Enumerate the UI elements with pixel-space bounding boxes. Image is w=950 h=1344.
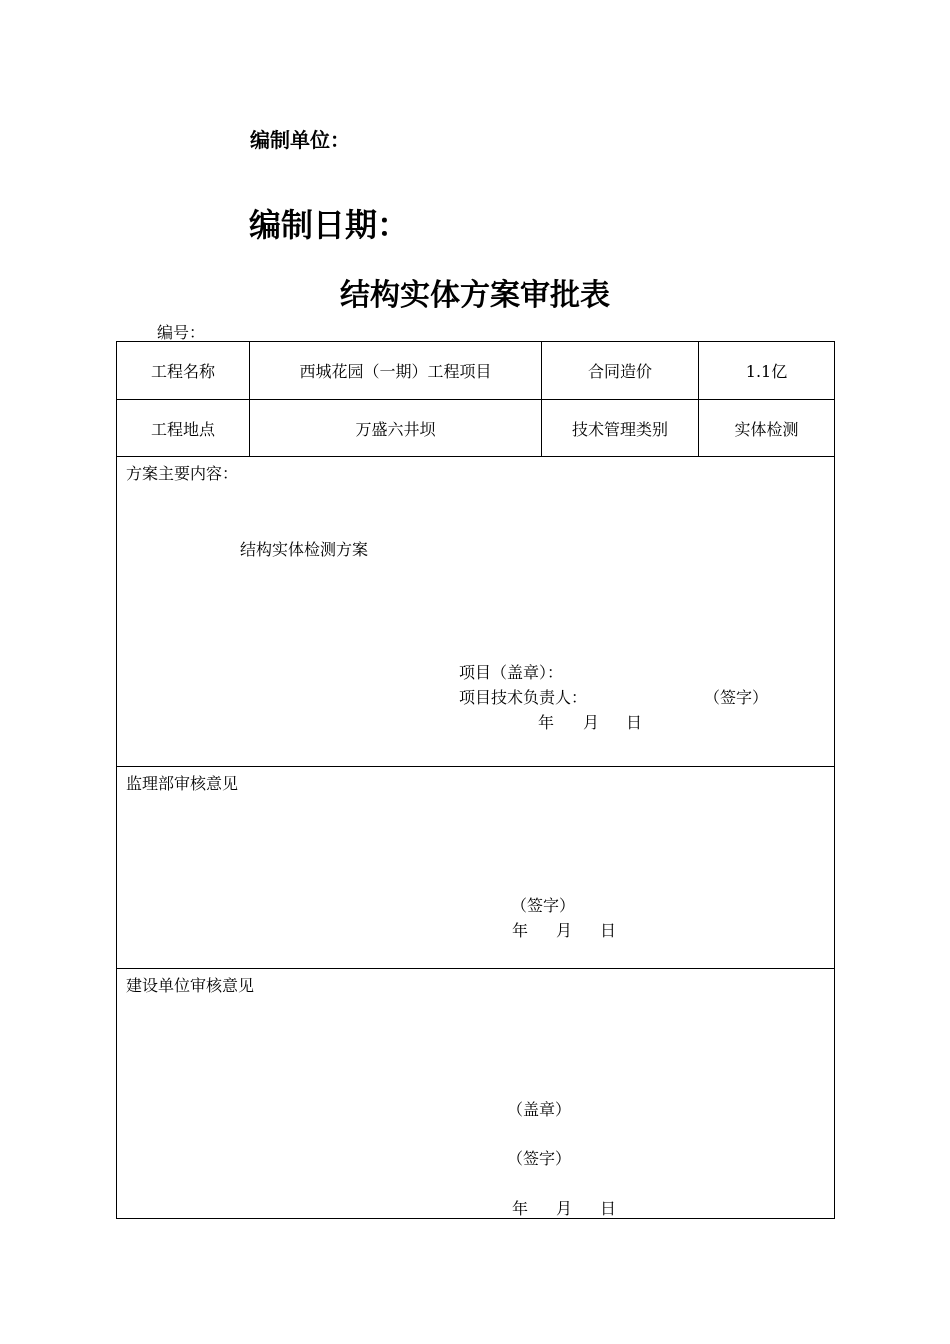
document-number-label: 编号： xyxy=(157,323,206,342)
project-stamp-label: 项目（盖章）： xyxy=(459,663,564,682)
supervision-review-label: 监理部审核意见 xyxy=(126,774,239,793)
contract-price-label: 合同造价 xyxy=(542,342,699,399)
supervision-month-label: 月 xyxy=(556,921,573,940)
supervision-day-label: 日 xyxy=(600,921,617,940)
plan-content-text: 结构实体检测方案 xyxy=(240,540,369,559)
owner-day-label: 日 xyxy=(600,1199,617,1218)
supervision-year-label: 年 xyxy=(512,921,529,940)
project-location-value: 万盛六井坝 xyxy=(250,400,542,456)
plan-month-label: 月 xyxy=(583,713,600,732)
table-row-project-name xyxy=(117,342,834,400)
owner-stamp-label: （盖章） xyxy=(507,1100,572,1119)
plan-content-section xyxy=(117,457,834,767)
plan-content-label: 方案主要内容： xyxy=(126,464,239,483)
plan-day-label: 日 xyxy=(626,713,643,732)
supervision-review-section xyxy=(117,767,834,969)
approval-table xyxy=(116,341,835,1219)
plan-year-label: 年 xyxy=(538,713,555,732)
tech-lead-sign-label: （签字） xyxy=(704,688,769,707)
page-title: 结构实体方案审批表 xyxy=(340,278,610,313)
table-row-project-location xyxy=(117,400,834,457)
owner-review-label: 建设单位审核意见 xyxy=(126,976,255,995)
tech-category-value: 实体检测 xyxy=(734,419,799,439)
owner-sign-label: （签字） xyxy=(507,1149,572,1168)
tech-category-label: 技术管理类别 xyxy=(542,400,699,456)
compile-unit-label: 编制单位： xyxy=(250,128,350,152)
project-location-label: 工程地点 xyxy=(117,400,250,456)
owner-month-label: 月 xyxy=(556,1199,573,1218)
contract-price-value: 1.1亿 xyxy=(745,362,788,381)
project-name-label: 工程名称 xyxy=(117,342,250,399)
tech-lead-label: 项目技术负责人： xyxy=(459,688,588,707)
supervision-sign-label: （签字） xyxy=(511,896,576,915)
owner-review-section xyxy=(117,969,834,1218)
owner-year-label: 年 xyxy=(512,1199,529,1218)
compile-date-label: 编制日期： xyxy=(249,206,410,244)
project-name-value: 西城花园（一期）工程项目 xyxy=(250,342,542,399)
